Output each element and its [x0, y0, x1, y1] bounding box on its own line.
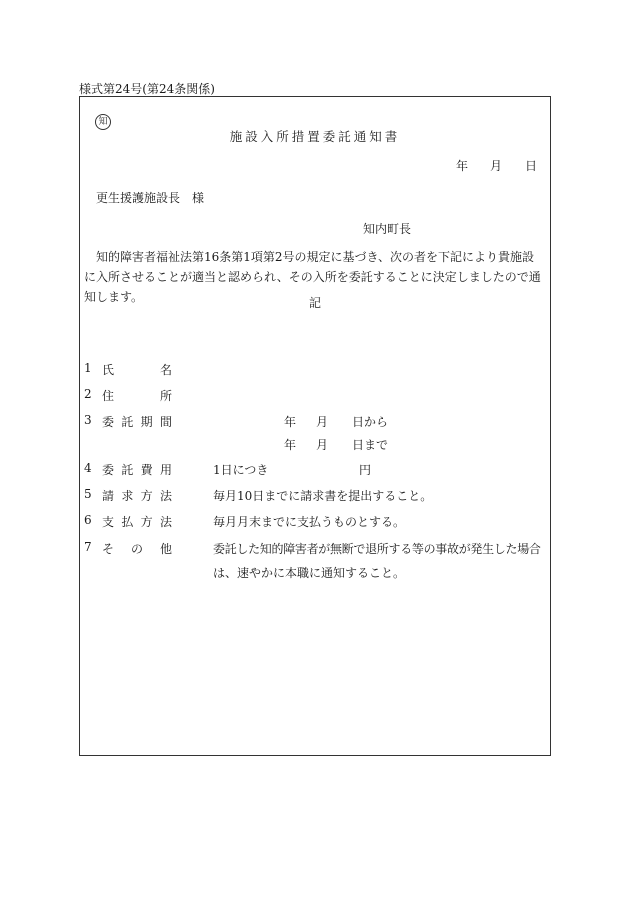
other-value-line1: 委託した知的障害者が無断で退所する等の事故が発生した場合 [213, 542, 541, 556]
item-label-char: 支 [102, 515, 115, 529]
period-to-year: 年 [284, 438, 297, 452]
period-to-month: 月 [316, 438, 329, 452]
item-label-char: 氏 [102, 363, 115, 377]
period-from-month: 月 [316, 415, 329, 429]
item-label-char: 期 [140, 415, 153, 429]
item-number: 6 [84, 513, 92, 527]
other-value-line2: は、速やかに本職に通知すること。 [213, 566, 406, 580]
item-label-char: 委 [102, 463, 115, 477]
fee-value: 1日につき [213, 463, 269, 477]
sender: 知内町長 [363, 222, 412, 236]
item-label-address [102, 387, 172, 404]
item-label-char: 費 [140, 463, 153, 477]
item-number: 7 [84, 540, 92, 554]
item-label-char: 託 [121, 415, 134, 429]
item-label-payment [102, 513, 172, 530]
item-label-char: 所 [159, 389, 172, 403]
item-label-char: 住 [102, 389, 115, 403]
item-label-char: 払 [121, 515, 134, 529]
item-label-char: 委 [102, 415, 115, 429]
date-day: 日 [525, 159, 538, 173]
item-label-char: 用 [159, 463, 172, 477]
item-label-char: 託 [121, 463, 134, 477]
body-text: 知的障害者福祉法第16条第1項第2号の規定に基づき、次の者を下記により貴施設に入所させることが適当と認められ、その入所を委託することに決定しましたので通知します。 [84, 250, 541, 304]
item-number: 3 [84, 413, 92, 427]
item-label-char: の [130, 542, 143, 556]
item-label-char: 間 [159, 415, 172, 429]
item-label-char: 名 [159, 363, 172, 377]
item-number: 5 [84, 487, 92, 501]
item-label-char: 他 [159, 542, 172, 556]
period-to-day: 日まで [352, 438, 389, 452]
document-frame [79, 96, 551, 756]
item-label-char: 方 [140, 489, 153, 503]
item-label-fee [102, 461, 172, 478]
addressee: 更生援護施設長 様 [96, 191, 205, 205]
document-title: 施設入所措置委託通知書 [229, 129, 401, 144]
item-label-char: そ [102, 542, 115, 556]
date-month: 月 [490, 159, 503, 173]
period-from-day: 日から [352, 415, 389, 429]
item-label-char: 法 [159, 489, 172, 503]
chi-seal-icon: 知 [95, 114, 111, 130]
ki-heading: 記 [308, 296, 321, 310]
item-number: 4 [84, 461, 92, 475]
item-label-name [102, 361, 172, 378]
item-number: 2 [84, 387, 92, 401]
item-label-other [102, 540, 172, 557]
item-label-char: 請 [102, 489, 115, 503]
date-year: 年 [456, 159, 469, 173]
item-number: 1 [84, 361, 92, 375]
form-number-label: 様式第24号(第24条関係) [79, 82, 215, 96]
item-label-billing [102, 487, 172, 504]
item-label-period [102, 413, 172, 430]
billing-value: 毎月10日までに請求書を提出すること。 [213, 489, 433, 503]
period-from-year: 年 [284, 415, 297, 429]
fee-unit: 円 [359, 463, 372, 477]
item-label-char: 求 [121, 489, 134, 503]
item-label-char: 方 [140, 515, 153, 529]
payment-value: 毎月月末までに支払うものとする。 [213, 515, 406, 529]
item-label-char: 法 [159, 515, 172, 529]
